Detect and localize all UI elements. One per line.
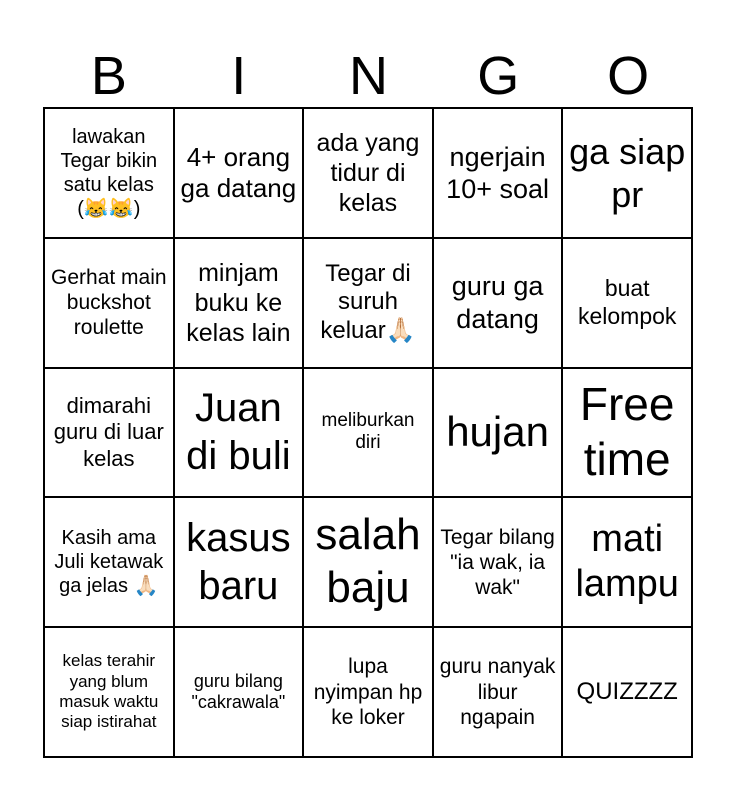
bingo-cell[interactable]: ngerjain 10+ soal — [433, 108, 563, 238]
bingo-cell[interactable]: ga siap pr — [562, 108, 692, 238]
bingo-cell[interactable]: lupa nyimpan hp ke loker — [303, 627, 433, 757]
bingo-cell[interactable]: minjam buku ke kelas lain — [174, 238, 304, 368]
bingo-cell[interactable]: Tegar di suruh keluar🙏🏻 — [303, 238, 433, 368]
bingo-cell[interactable]: lawakan Tegar bikin satu kelas (😹😹) — [44, 108, 174, 238]
header-letter-b: B — [90, 46, 127, 106]
bingo-header — [44, 46, 693, 106]
bingo-grid — [43, 107, 693, 758]
bingo-cell[interactable]: hujan — [433, 368, 563, 498]
bingo-cell[interactable]: guru bilang "cakrawala" — [174, 627, 304, 757]
bingo-cell[interactable]: guru ga datang — [433, 238, 563, 368]
bingo-cell[interactable]: guru nanyak libur ngapain — [433, 627, 563, 757]
header-letter-o: O — [607, 46, 650, 106]
bingo-cell[interactable]: salah baju — [303, 497, 433, 627]
bingo-cell[interactable]: Tegar bilang "ia wak, ia wak" — [433, 497, 563, 627]
bingo-cell[interactable]: Free time — [562, 368, 692, 498]
bingo-cell[interactable]: mati lampu — [562, 497, 692, 627]
bingo-cell[interactable]: meliburkan diri — [303, 368, 433, 498]
bingo-cell[interactable]: dimarahi guru di luar kelas — [44, 368, 174, 498]
header-letter-n: N — [348, 46, 388, 106]
bingo-cell[interactable]: Kasih ama Juli ketawak ga jelas 🙏🏻 — [44, 497, 174, 627]
header-letter-i: I — [231, 46, 247, 106]
bingo-cell[interactable]: kasus baru — [174, 497, 304, 627]
bingo-cell[interactable]: Gerhat main buckshot roulette — [44, 238, 174, 368]
bingo-cell[interactable]: buat kelompok — [562, 238, 692, 368]
bingo-cell[interactable]: kelas terahir yang blum masuk waktu siap istirahat — [44, 627, 174, 757]
bingo-cell[interactable]: QUIZZZZ — [562, 627, 692, 757]
bingo-cell[interactable]: Juan di buli — [174, 368, 304, 498]
bingo-cell[interactable]: 4+ orang ga datang — [174, 108, 304, 238]
bingo-cell[interactable]: ada yang tidur di kelas — [303, 108, 433, 238]
header-letter-g: G — [477, 46, 520, 106]
